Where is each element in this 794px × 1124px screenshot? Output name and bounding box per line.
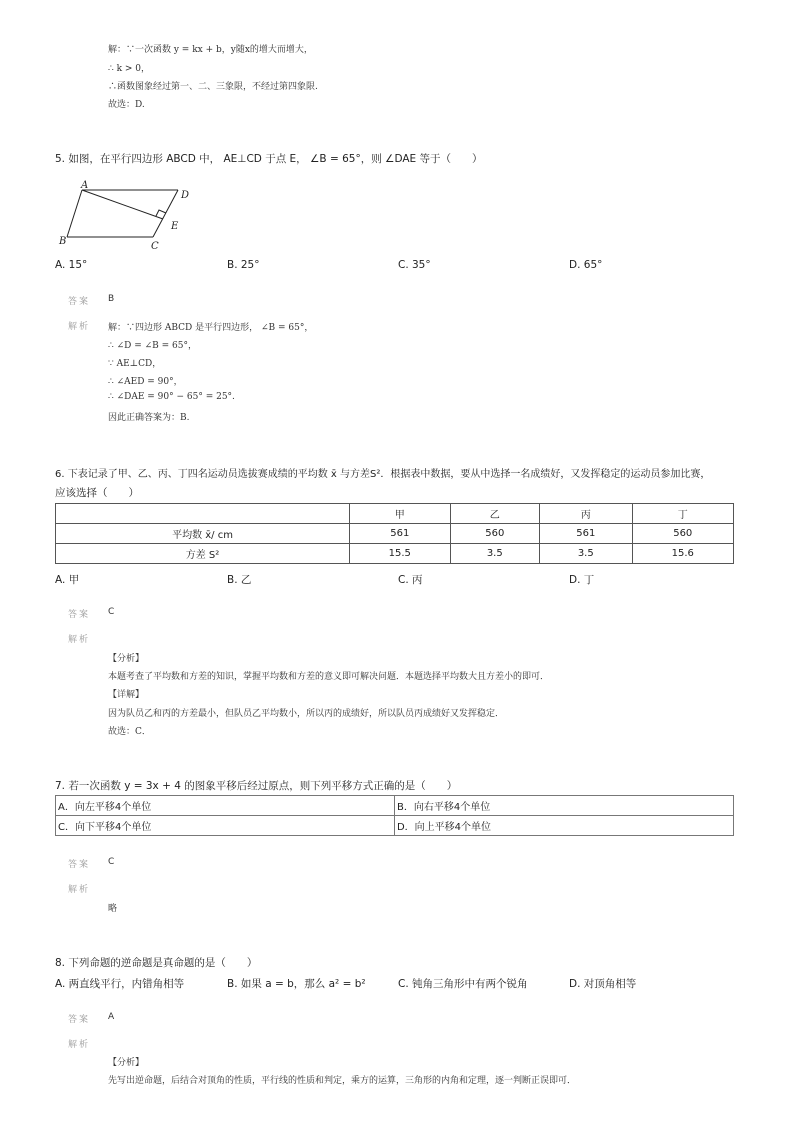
table-cell: 丁 bbox=[632, 504, 733, 524]
option-b[interactable]: B．向右平移4个单位 bbox=[394, 796, 733, 816]
analysis-line: 故选：C． bbox=[108, 727, 151, 737]
edge-ab bbox=[67, 190, 82, 237]
option-c[interactable]: C．向下平移4个单位 bbox=[56, 816, 395, 836]
table-cell: 561 bbox=[350, 524, 450, 544]
option-d[interactable]: D. 65° bbox=[569, 259, 603, 271]
analysis-line: 因此正确答案为：B. bbox=[108, 413, 190, 423]
question-stem: 7. 若一次函数 y = 3x + 4 的图象平移后经过原点，则下列平移方式正确的是（ ） bbox=[55, 780, 458, 792]
analysis-label: 解析 bbox=[68, 635, 91, 645]
table-cell: 方差 S² bbox=[56, 544, 350, 564]
analysis-line: ∴ ∠DAE = 90° − 65° = 25°. bbox=[108, 392, 235, 402]
solution-line: 故选：D. bbox=[108, 100, 145, 110]
analysis-label: 解析 bbox=[68, 885, 91, 895]
table-cell: 乙 bbox=[450, 504, 540, 524]
solution-line: ∴ k > 0， bbox=[108, 64, 151, 74]
analysis-line: 因为队员乙和丙的方差最小，但队员乙平均数小，所以丙的成绩好，所以队员丙成绩好又发挥稳定． bbox=[108, 709, 505, 719]
analysis-line: ∵ AE⊥CD， bbox=[108, 359, 162, 369]
analysis-label: 解析 bbox=[68, 322, 91, 332]
vertex-label-b: B bbox=[59, 236, 67, 247]
option-c[interactable]: C. 丙 bbox=[398, 574, 423, 586]
table-cell: 3.5 bbox=[540, 544, 632, 564]
table-row bbox=[56, 544, 734, 564]
table-cell bbox=[56, 504, 350, 524]
option-b[interactable]: B. 25° bbox=[227, 259, 260, 271]
parallelogram-figure bbox=[55, 180, 205, 252]
solution-line: ∴函数图象经过第一、二、三象限，不经过第四象限. bbox=[108, 82, 318, 92]
answer-label: 答案 bbox=[68, 610, 91, 620]
question-stem: 5. 如图，在平行四边形 ABCD 中， AE⊥CD 于点 E， ∠B = 65°，则 ∠DAE 等于（ ） bbox=[55, 153, 483, 165]
analysis-line: 本题考查了平均数和方差的知识，掌握平均数和方差的意义即可解决问题．本题选择平均数大且方差小的即可． bbox=[108, 672, 550, 682]
table-cell: 15.6 bbox=[632, 544, 733, 564]
analysis-line: 【分析】 bbox=[108, 1058, 145, 1068]
option-b[interactable]: B. 乙 bbox=[227, 574, 252, 586]
table-cell: 15.5 bbox=[350, 544, 450, 564]
table-cell: 561 bbox=[540, 524, 632, 544]
option-a[interactable]: A. 15° bbox=[55, 259, 88, 271]
table-row bbox=[56, 524, 734, 544]
option-a[interactable]: A. 甲 bbox=[55, 574, 80, 586]
analysis-line: 解：∵四边形 ABCD 是平行四边形， ∠B = 65°， bbox=[108, 323, 314, 333]
vertex-label-c: C bbox=[151, 241, 159, 252]
answer-label: 答案 bbox=[68, 297, 91, 307]
solution-line: 解：∵一次函数 y = kx + b，y随x的增大而增大， bbox=[108, 45, 313, 55]
vertex-label-a: A bbox=[81, 180, 89, 191]
table-header-row bbox=[56, 504, 734, 524]
analysis-line: 【详解】 bbox=[108, 690, 145, 700]
answer-label: 答案 bbox=[68, 1015, 91, 1025]
table-cell: 560 bbox=[450, 524, 540, 544]
vertex-label-e: E bbox=[171, 221, 179, 232]
answer-value: C bbox=[108, 607, 115, 617]
table-row bbox=[56, 816, 734, 836]
answer-value: A bbox=[108, 1012, 115, 1022]
analysis-line: 略 bbox=[108, 904, 118, 914]
question-stem-continued: 应该选择（ ） bbox=[55, 487, 139, 499]
analysis-line: ∴ ∠AED = 90°， bbox=[108, 377, 183, 387]
table-cell: 560 bbox=[632, 524, 733, 544]
segment-ae bbox=[82, 190, 163, 219]
answer-value: C bbox=[108, 857, 115, 867]
option-c[interactable]: C. 钝角三角形中有两个锐角 bbox=[398, 978, 528, 990]
analysis-line: ∴ ∠D = ∠B = 65°， bbox=[108, 341, 197, 351]
vertex-label-d: D bbox=[181, 190, 190, 201]
analysis-label: 解析 bbox=[68, 1040, 91, 1050]
option-d[interactable]: D. 对顶角相等 bbox=[569, 978, 637, 990]
option-a[interactable]: A. 两直线平行，内错角相等 bbox=[55, 978, 185, 990]
option-d[interactable]: D. 丁 bbox=[569, 574, 595, 586]
table-cell: 丙 bbox=[540, 504, 632, 524]
options-table bbox=[55, 795, 734, 836]
table-cell: 甲 bbox=[350, 504, 450, 524]
table-cell: 3.5 bbox=[450, 544, 540, 564]
question-stem: 6. 下表记录了甲、乙、丙、丁四名运动员选拔赛成绩的平均数 x̄ 与方差S²．根据表中数据，要从中选择一名成绩好，又发挥稳定的运动员参加比赛， bbox=[55, 469, 711, 480]
option-b[interactable]: B. 如果 a = b，那么 a² = b² bbox=[227, 978, 366, 990]
analysis-line: 【分析】 bbox=[108, 654, 145, 664]
option-c[interactable]: C. 35° bbox=[398, 259, 431, 271]
table-row bbox=[56, 796, 734, 816]
answer-value: B bbox=[108, 294, 115, 304]
table-cell: 平均数 x̄/ cm bbox=[56, 524, 350, 544]
analysis-line: 先写出逆命题，后结合对顶角的性质，平行线的性质和判定，乘方的运算，三角形的内角和定理，逐一判断正误即可． bbox=[108, 1076, 577, 1086]
option-d[interactable]: D．向上平移4个单位 bbox=[394, 816, 733, 836]
stats-table bbox=[55, 503, 734, 564]
option-a[interactable]: A．向左平移4个单位 bbox=[56, 796, 395, 816]
answer-label: 答案 bbox=[68, 860, 91, 870]
question-stem: 8. 下列命题的逆命题是真命题的是（ ） bbox=[55, 957, 258, 969]
